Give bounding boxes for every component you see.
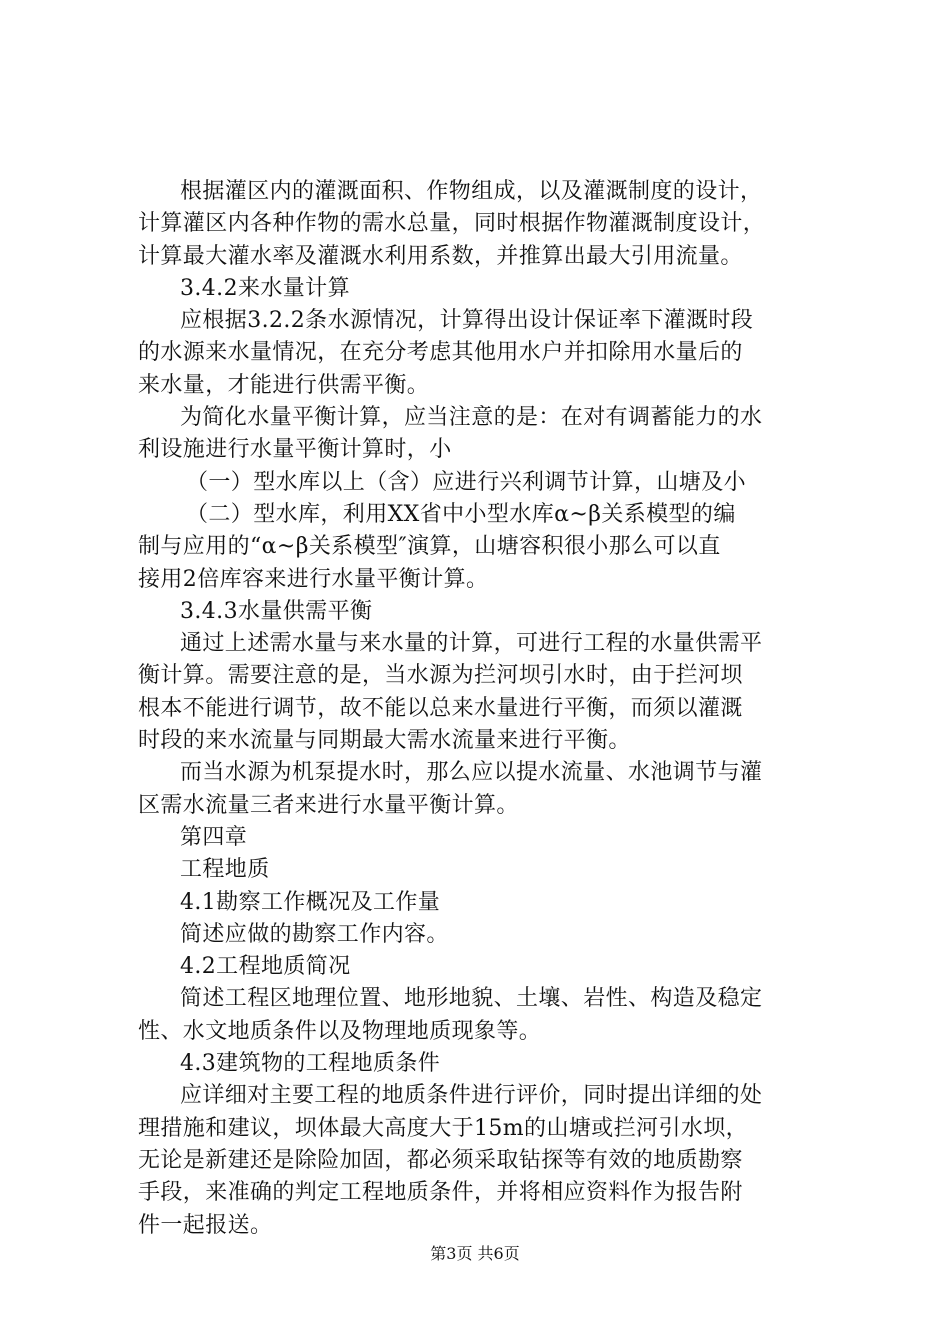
paragraph-line: 衡计算。需要注意的是，当水源为拦河坝引水时，由于拦河坝 <box>138 663 743 689</box>
chapter-heading: 第四章 <box>180 824 248 850</box>
paragraph-line: 时段的来水流量与同期最大需水流量来进行平衡。 <box>138 728 631 754</box>
paragraph-line: 性、水文地质条件以及物理地质现象等。 <box>138 1018 542 1044</box>
paragraph-line: 简述应做的勘察工作内容。 <box>180 921 449 947</box>
paragraph-line: 为简化水量平衡计算，应当注意的是：在对有调蓄能力的水 <box>180 405 763 431</box>
paragraph-line: 根本不能进行调节，故不能以总来水量进行平衡，而须以灌溉 <box>138 695 743 721</box>
paragraph-line: 来水量，才能进行供需平衡。 <box>138 372 430 398</box>
document-body <box>138 176 838 1242</box>
paragraph-line: 手段，来准确的判定工程地质条件，并将相应资料作为报告附 <box>138 1180 743 1206</box>
paragraph-line: 制与应用的“α~β关系模型″演算，山塘容积很小那么可以直 <box>138 534 721 560</box>
paragraph-line: 而当水源为机泵提水时，那么应以提水流量、水池调节与灌 <box>180 760 763 786</box>
section-heading: 3.4.3水量供需平衡 <box>180 598 373 624</box>
paragraph-line: 应详细对主要工程的地质条件进行评价，同时提出详细的处 <box>180 1083 763 1109</box>
section-heading: 4.2工程地质简况 <box>180 954 351 980</box>
paragraph-line: 件一起报送。 <box>138 1212 273 1238</box>
paragraph-line: 根据灌区内的灌溉面积、作物组成，以及灌溉制度的设计， <box>180 179 763 204</box>
section-heading: 4.1勘察工作概况及工作量 <box>180 889 441 915</box>
paragraph-line: 计算最大灌水率及灌溉水利用系数，并推算出最大引用流量。 <box>138 243 743 269</box>
paragraph-line: 计算灌区内各种作物的需水总量，同时根据作物灌溉制度设计， <box>138 211 766 237</box>
paragraph-line: 无论是新建还是除险加固，都必须采取钻探等有效的地质勘察 <box>138 1147 743 1173</box>
paragraph-line: 的水源来水量情况，在充分考虑其他用水户并扣除用水量后的 <box>138 340 743 366</box>
section-heading: 3.4.2来水量计算 <box>180 275 350 301</box>
paragraph-line: 理措施和建议，坝体最大高度大于15m的山塘或拦河引水坝， <box>138 1115 749 1141</box>
paragraph-line: 利设施进行水量平衡计算时，小 <box>138 437 452 463</box>
paragraph-line: （二）型水库，利用XX省中小型水库α~β关系模型的编 <box>186 501 736 527</box>
paragraph-line: 通过上述需水量与来水量的计算，可进行工程的水量供需平 <box>180 631 763 657</box>
paragraph-line: 简述工程区地理位置、地形地貌、土壤、岩性、构造及稳定 <box>180 986 763 1012</box>
paragraph-line: 应根据3.2.2条水源情况，计算得出设计保证率下灌溉时段 <box>180 308 754 334</box>
section-heading: 4.3建筑物的工程地质条件 <box>180 1051 441 1077</box>
page-number-footer: 第3页 共6页 <box>430 1244 520 1263</box>
chapter-title: 工程地质 <box>180 857 270 883</box>
paragraph-line: 接用2倍库容来进行水量平衡计算。 <box>138 566 489 592</box>
paragraph-line: （一）型水库以上（含）应进行兴利调节计算，山塘及小 <box>186 469 747 495</box>
paragraph-line: 区需水流量三者来进行水量平衡计算。 <box>138 792 519 818</box>
